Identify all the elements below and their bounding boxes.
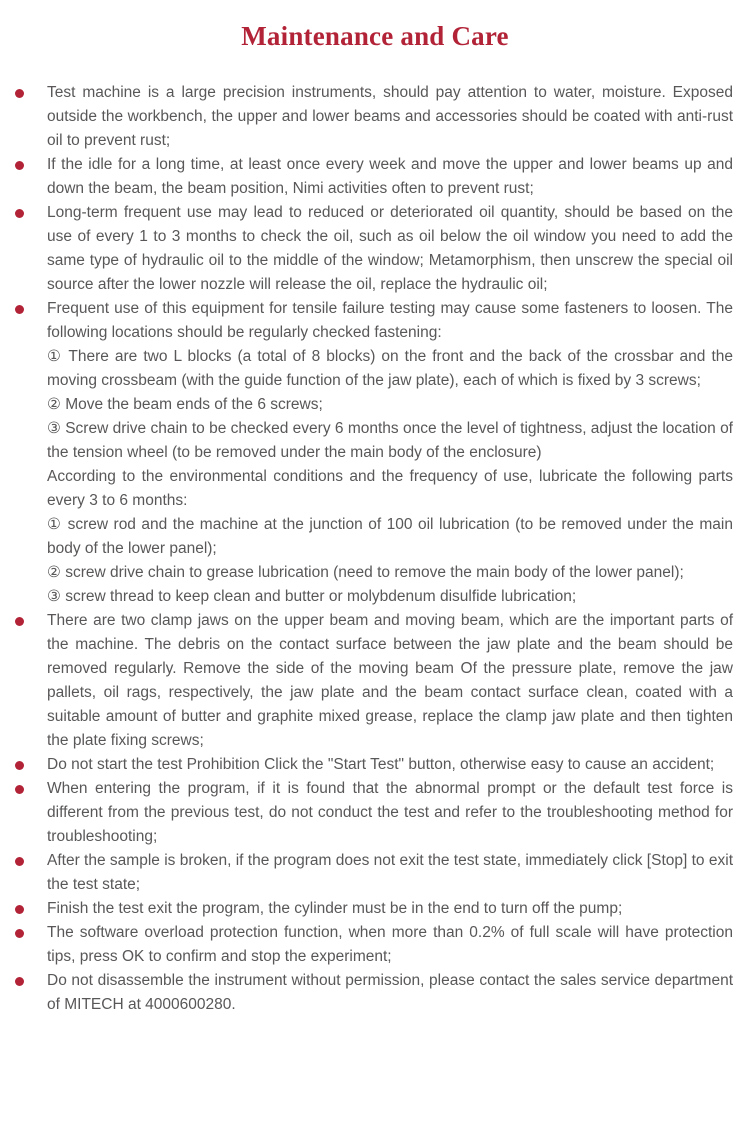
text-segment: The software overload protection function, when more than 0.2% of full scale will have protection tips, press OK to confirm and stop the experiment;	[47, 924, 733, 965]
list-item-text	[47, 777, 733, 849]
text-segment: There are two clamp jaws on the upper beam and moving beam, which are the important parts of the machine. The debris on the contact surface between the jaw plate and the beam should be removed regularly. Remove the side of the moving beam Of the pressure plate, remove the jaw pallets, oil rags, respectively, the jaw plate and the beam contact surface clean, coated with a suitable amount of butter and graphite mixed grease, replace the clamp jaw plate and then tighten the plate fixing screws;	[47, 612, 733, 749]
list-item-text	[47, 297, 733, 609]
list-item-text	[47, 609, 733, 753]
text-segment: ① There are two L blocks (a total of 8 blocks) on the front and the back of the crossbar and the moving crossbeam (with the guide function of the jaw plate), each of which is fixed by 3 screws;	[47, 348, 733, 389]
page-title: Maintenance and Care	[241, 21, 509, 51]
text-segment: If the idle for a long time, at least once every week and move the upper and lower beams up and down the beam, the beam position, Nimi activities often to prevent rust;	[47, 156, 733, 197]
text-segment: When entering the program, if it is found that the abnormal prompt or the default test force is different from the previous test, do not conduct the test and refer to the troubleshooting method for troubleshooting;	[47, 780, 733, 845]
list-item-text	[47, 969, 733, 1017]
bullet-icon	[15, 905, 24, 914]
list-item-text	[47, 201, 733, 297]
text-segment: ② Move the beam ends of the 6 screws;	[47, 396, 323, 413]
list-item	[15, 297, 750, 609]
text-segment: ③ screw thread to keep clean and butter or molybdenum disulfide lubrication;	[47, 588, 577, 605]
list-item	[15, 753, 750, 777]
list-item-text	[47, 897, 733, 921]
bullet-icon	[15, 785, 24, 794]
bullet-icon	[15, 977, 24, 986]
bullet-icon	[15, 161, 24, 170]
text-segment: Do not disassemble the instrument without permission, please contact the sales service department of MITECH at 4000600280.	[47, 972, 733, 1013]
list-item	[15, 849, 750, 897]
list-item	[15, 777, 750, 849]
list-item	[15, 609, 750, 753]
text-segment: ② screw drive chain to grease lubrication (need to remove the main body of the lower panel);	[47, 564, 684, 581]
bullet-icon	[15, 761, 24, 770]
bullet-icon	[15, 209, 24, 218]
bullet-icon	[15, 617, 24, 626]
manual-page	[0, 22, 750, 1126]
list-item-text	[47, 921, 733, 969]
bullet-list	[0, 81, 750, 1017]
bullet-icon	[15, 89, 24, 98]
list-item-text	[47, 81, 733, 153]
list-item-text	[47, 849, 733, 897]
text-segment: According to the environmental conditions and the frequency of use, lubricate the following parts every 3 to 6 months:	[47, 468, 733, 509]
bullet-icon	[15, 305, 24, 314]
text-segment: Do not start the test Prohibition Click the "Start Test" button, otherwise easy to cause an accident;	[47, 756, 715, 773]
text-segment: Frequent use of this equipment for tensile failure testing may cause some fasteners to loosen. The following locations should be regularly checked fastening:	[47, 300, 733, 341]
list-item	[15, 969, 750, 1017]
text-segment: Long-term frequent use may lead to reduced or deteriorated oil quantity, should be based on the use of every 1 to 3 months to check the oil, such as oil below the oil window you need to add the same type of hydraulic oil to the middle of the window; Metamorphism, then unscrew the special oil source after the lower nozzle will release the oil, replace the hydraulic oil;	[47, 204, 733, 293]
list-item	[15, 153, 750, 201]
text-segment: Finish the test exit the program, the cylinder must be in the end to turn off the pump;	[47, 900, 623, 917]
list-item	[15, 921, 750, 969]
text-segment: ① screw rod and the machine at the junction of 100 oil lubrication (to be removed under the main body of the lower panel);	[47, 516, 733, 557]
list-item	[15, 81, 750, 153]
list-item	[15, 201, 750, 297]
bullet-icon	[15, 929, 24, 938]
list-item-text	[47, 153, 733, 201]
list-item-text	[47, 753, 733, 777]
bullet-icon	[15, 857, 24, 866]
list-item	[15, 897, 750, 921]
text-segment: ③ Screw drive chain to be checked every 6 months once the level of tightness, adjust the location of the tension wheel (to be removed under the main body of the enclosure)	[47, 420, 733, 461]
text-segment: Test machine is a large precision instruments, should pay attention to water, moisture. Exposed outside the workbench, the upper and lower beams and accessories should be coated with anti-rust oil to prevent rust;	[47, 84, 733, 149]
text-segment: After the sample is broken, if the program does not exit the test state, immediately click [Stop] to exit the test state;	[47, 852, 733, 893]
